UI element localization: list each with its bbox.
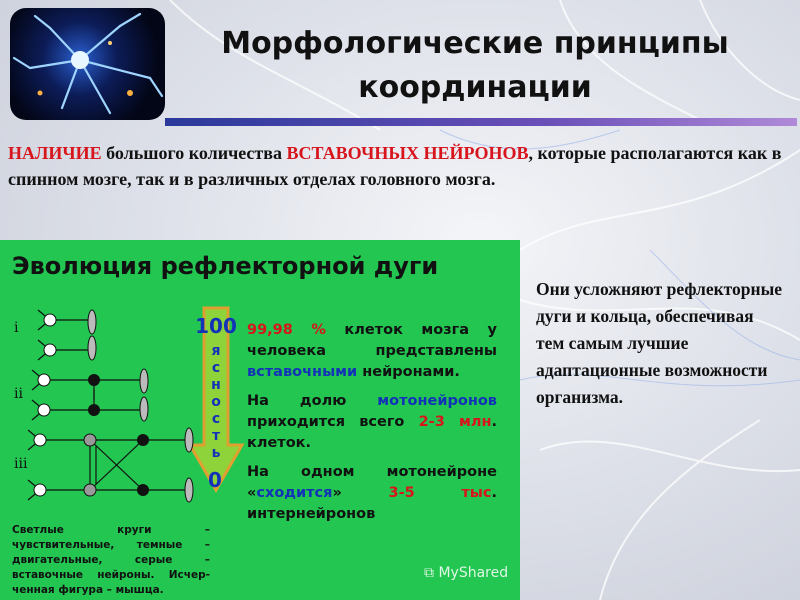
intro-text-1: большого количества: [101, 143, 287, 163]
fact3-end: . интернейронов: [247, 485, 498, 522]
level-iii-label: iii: [14, 456, 28, 472]
clarity-scale-label: ясность: [211, 343, 221, 461]
neuron-facts: [247, 320, 497, 533]
intro-paragraph: [8, 140, 783, 192]
fact3-number: 3-5 тыс: [388, 485, 492, 501]
fact1-highlight: вставочными: [247, 364, 358, 380]
arc-level-iii: [28, 430, 185, 500]
watermark: [424, 565, 508, 581]
clarity-scale-bottom: 0: [208, 468, 222, 492]
fact-interneuron-share: [247, 320, 497, 383]
diagram-legend: Светлые круги – чувствительные, темные – двигательные, серые – вставочные нейроны. Исчер-ченная фигура – мышца.: [12, 524, 210, 596]
title-line-1: Морфологические принципы: [221, 26, 729, 61]
fact3-text: На одном мотонейроне «: [247, 464, 497, 501]
fact-motoneuron-count: [247, 391, 497, 454]
clarity-scale-top: 100: [195, 314, 237, 338]
level-i-label: i: [14, 320, 19, 336]
fact3-quote: »: [332, 485, 389, 501]
fact1-end: нейронами.: [357, 364, 460, 380]
fact2-end: . клеток.: [247, 414, 497, 451]
title-underline: [165, 118, 797, 126]
slide-title: [175, 22, 775, 110]
muscle-shapes: [88, 310, 193, 502]
side-paragraph: Они усложняют рефлекторные дуги и кольца, обеспечивая тем самым лучшие адаптационные возможности организма.: [536, 279, 783, 407]
fact2-number: 2-3 млн: [418, 414, 492, 430]
fact1-text: клеток мозга у человека представлены: [247, 322, 497, 359]
reflex-arc-panel: [0, 240, 520, 600]
fact2-highlight: мотонейронов: [377, 393, 497, 409]
title-line-2: координации: [358, 70, 592, 105]
watermark-text: MyShared: [438, 565, 509, 581]
panel-title: Эволюция рефлекторной дуги: [12, 252, 439, 280]
fact2-text-2: приходится всего: [247, 414, 419, 430]
intro-highlight-presence: НАЛИЧИЕ: [8, 143, 102, 163]
neuron-image: [10, 8, 165, 120]
share-icon: ⧉: [424, 565, 439, 581]
fact2-text: На долю: [247, 393, 378, 409]
level-ii-label: ii: [14, 386, 23, 402]
intro-text-2: , которые располагаются как в спинном мозге, так и в различных отделах головного мозга.: [8, 143, 782, 189]
fact1-percent: 99,98 %: [247, 322, 326, 338]
neuron-icon: [10, 8, 165, 120]
fact3-highlight: сходится: [256, 485, 333, 501]
intro-highlight-interneurons: ВСТАВОЧНЫХ НЕЙРОНОВ: [286, 143, 529, 163]
fact-convergence: [247, 462, 497, 525]
